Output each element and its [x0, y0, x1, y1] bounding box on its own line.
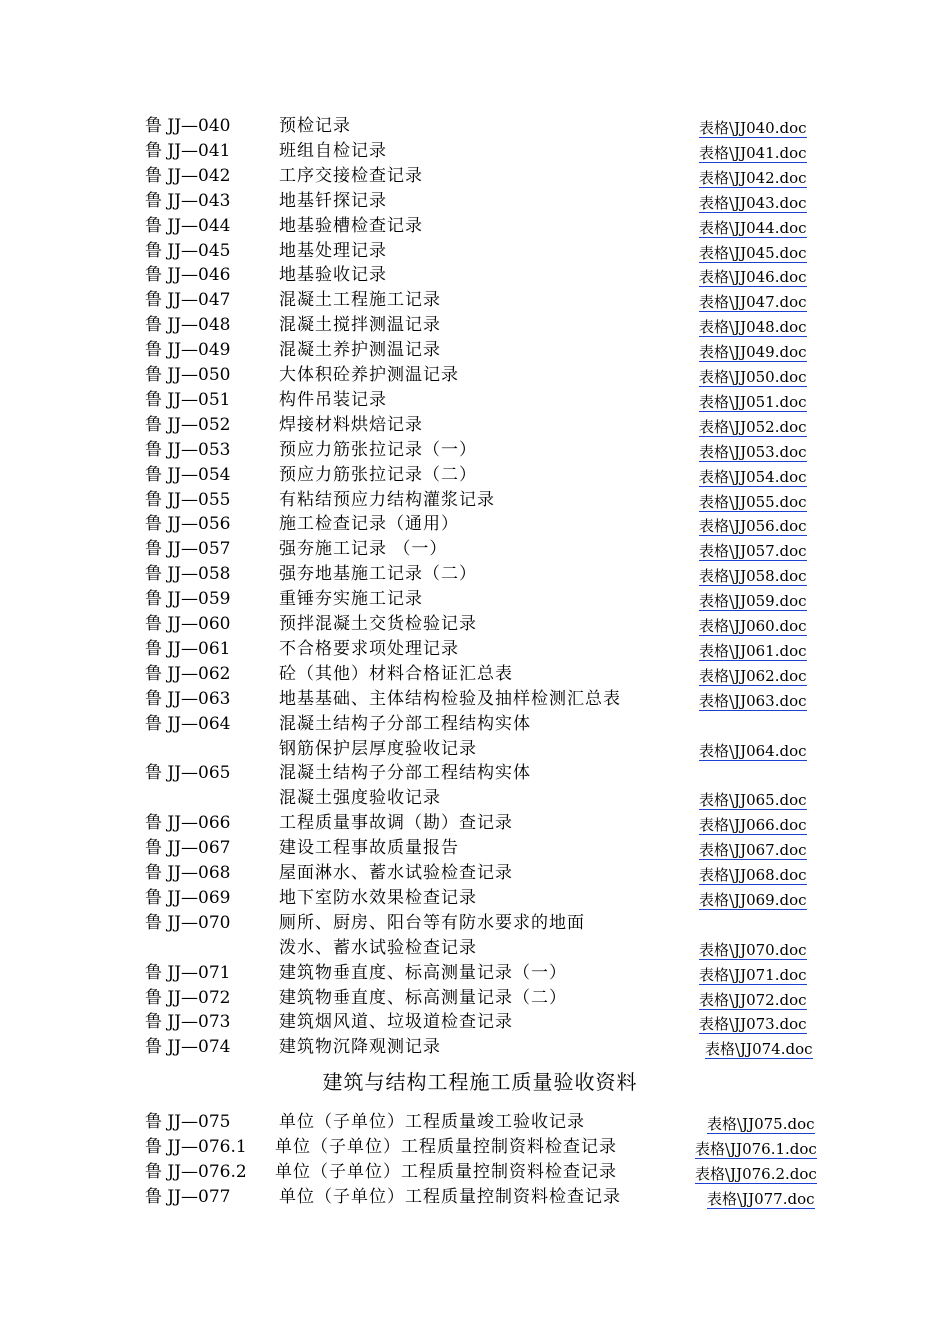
form-file-link[interactable]: 表格\JJ043.doc — [699, 193, 807, 212]
form-code: 鲁 JJ—046 — [145, 265, 231, 286]
list-item — [0, 688, 950, 712]
form-file-link[interactable]: 表格\JJ047.doc — [699, 293, 807, 312]
form-file-link[interactable]: 表格\JJ073.doc — [699, 1015, 807, 1034]
form-name: 混凝土搅拌测温记录 — [279, 315, 441, 336]
form-name: 预应力筋张拉记录（二） — [279, 464, 477, 485]
form-code: 鲁 JJ—047 — [145, 290, 231, 311]
form-name: 地基处理记录 — [279, 240, 387, 261]
list-item — [0, 1036, 950, 1060]
form-file-link[interactable]: 表格\JJ059.doc — [699, 592, 807, 611]
list-item — [0, 314, 950, 338]
form-code: 鲁 JJ—043 — [145, 190, 231, 211]
list-item — [0, 588, 950, 612]
form-file-link[interactable]: 表格\JJ046.doc — [699, 268, 807, 287]
section-title: 建筑与结构工程施工质量验收资料 — [322, 1070, 638, 1094]
form-file-link[interactable]: 表格\JJ056.doc — [699, 517, 807, 536]
list-item — [0, 912, 950, 936]
form-name: 地基验槽检查记录 — [279, 215, 423, 236]
list-item — [0, 464, 950, 488]
list-item — [0, 738, 950, 762]
form-file-link[interactable]: 表格\JJ074.doc — [705, 1040, 813, 1059]
form-file-link[interactable]: 表格\JJ077.doc — [707, 1190, 815, 1208]
list-item — [0, 837, 950, 861]
form-name: 工程质量事故调（勘）查记录 — [279, 813, 513, 834]
list-item — [0, 364, 950, 388]
form-name: 工序交接检查记录 — [279, 165, 423, 186]
form-name: 厕所、厨房、阳台等有防水要求的地面 — [279, 912, 585, 933]
form-name: 预检记录 — [279, 116, 351, 136]
form-code: 鲁 JJ—054 — [145, 464, 231, 485]
form-name: 大体积砼养护测温记录 — [279, 365, 459, 385]
list-item — [0, 713, 950, 737]
form-file-link[interactable]: 表格\JJ045.doc — [699, 243, 807, 262]
form-code: 鲁 JJ—068 — [145, 863, 231, 883]
list-item — [0, 762, 950, 786]
form-name: 构件吊装记录 — [279, 389, 387, 410]
form-file-link[interactable]: 表格\JJ065.doc — [699, 791, 807, 810]
form-file-link[interactable]: 表格\JJ057.doc — [699, 542, 807, 561]
list-item — [0, 215, 950, 239]
list-item — [0, 1136, 950, 1160]
form-code: 鲁 JJ—076.2 — [145, 1162, 247, 1182]
list-item — [0, 165, 950, 189]
form-name: 混凝土结构子分部工程结构实体 — [279, 713, 531, 734]
form-file-link[interactable]: 表格\JJ052.doc — [699, 417, 807, 436]
form-file-link[interactable]: 表格\JJ070.doc — [699, 940, 807, 959]
form-code: 鲁 JJ—040 — [145, 116, 231, 136]
form-file-link[interactable]: 表格\JJ054.doc — [699, 467, 807, 486]
form-code: 鲁 JJ—061 — [145, 638, 231, 659]
form-code: 鲁 JJ—045 — [145, 240, 231, 261]
form-code: 鲁 JJ—077 — [145, 1187, 231, 1207]
form-name: 单位（子单位）工程质量控制资料检查记录 — [275, 1162, 617, 1182]
form-code: 鲁 JJ—073 — [145, 1012, 231, 1033]
form-code: 鲁 JJ—051 — [145, 389, 231, 410]
form-code: 鲁 JJ—064 — [145, 713, 231, 734]
form-file-link[interactable]: 表格\JJ051.doc — [699, 392, 807, 411]
list-item — [0, 513, 950, 537]
form-name: 单位（子单位）工程质量控制资料检查记录 — [275, 1137, 617, 1157]
list-item — [0, 190, 950, 214]
form-file-link[interactable]: 表格\JJ040.doc — [699, 119, 807, 137]
form-name: 混凝土结构子分部工程结构实体 — [279, 763, 531, 784]
form-name: 屋面淋水、蓄水试验检查记录 — [279, 863, 513, 883]
form-file-link[interactable]: 表格\JJ076.1.doc — [695, 1140, 817, 1158]
list-item — [0, 414, 950, 438]
form-name: 建筑物垂直度、标高测量记录（一） — [279, 962, 567, 983]
form-file-link[interactable]: 表格\JJ072.doc — [699, 990, 807, 1009]
list-item — [0, 663, 950, 687]
form-name: 地基钎探记录 — [279, 190, 387, 211]
form-file-link[interactable]: 表格\JJ042.doc — [699, 168, 807, 187]
form-name: 预应力筋张拉记录（一） — [279, 439, 477, 460]
form-file-link[interactable]: 表格\JJ055.doc — [699, 492, 807, 511]
form-code: 鲁 JJ—059 — [145, 589, 231, 610]
form-name: 建设工程事故质量报告 — [279, 838, 459, 859]
form-name: 建筑物沉降观测记录 — [279, 1037, 441, 1058]
list-item — [0, 563, 950, 587]
list-item — [0, 115, 950, 139]
form-code: 鲁 JJ—065 — [145, 763, 231, 784]
form-name: 强夯施工记录 （一） — [279, 539, 448, 560]
form-file-link[interactable]: 表格\JJ067.doc — [699, 841, 807, 860]
form-code: 鲁 JJ—057 — [145, 539, 231, 560]
form-name: 单位（子单位）工程质量竣工验收记录 — [279, 1112, 585, 1132]
form-code: 鲁 JJ—044 — [145, 215, 231, 236]
list-item — [0, 289, 950, 313]
form-file-link[interactable]: 表格\JJ041.doc — [699, 143, 807, 162]
form-name: 强夯地基施工记录（二） — [279, 564, 477, 585]
form-code: 鲁 JJ—053 — [145, 439, 231, 460]
form-name: 单位（子单位）工程质量控制资料检查记录 — [279, 1187, 621, 1207]
form-name: 地基基础、主体结构检验及抽样检测汇总表 — [279, 688, 621, 709]
form-name: 施工检查记录（通用） — [279, 514, 459, 535]
form-code: 鲁 JJ—062 — [145, 663, 231, 684]
list-item — [0, 1011, 950, 1035]
form-code: 鲁 JJ—066 — [145, 813, 231, 834]
form-name: 混凝土养护测温记录 — [279, 340, 441, 361]
form-name: 地下室防水效果检查记录 — [279, 887, 477, 908]
form-name: 有粘结预应力结构灌浆记录 — [279, 489, 495, 510]
form-code: 鲁 JJ—048 — [145, 315, 231, 336]
list-item — [0, 887, 950, 911]
form-name: 混凝土工程施工记录 — [279, 290, 441, 311]
list-item — [0, 787, 950, 811]
list-item — [0, 1186, 950, 1210]
list-item — [0, 987, 950, 1011]
form-name: 钢筋保护层厚度验收记录 — [279, 738, 477, 759]
form-code: 鲁 JJ—042 — [145, 165, 231, 186]
form-file-link[interactable]: 表格\JJ060.doc — [699, 617, 807, 635]
form-file-link[interactable]: 表格\JJ064.doc — [699, 741, 807, 760]
list-item — [0, 613, 950, 637]
form-code: 鲁 JJ—055 — [145, 489, 231, 510]
list-item — [0, 937, 950, 961]
form-code: 鲁 JJ—074 — [145, 1037, 231, 1058]
form-code: 鲁 JJ—052 — [145, 414, 231, 435]
form-file-link[interactable]: 表格\JJ069.doc — [699, 890, 807, 909]
list-item — [0, 264, 950, 288]
form-name: 重锤夯实施工记录 — [279, 589, 423, 610]
list-item — [0, 1161, 950, 1185]
form-file-link[interactable]: 表格\JJ071.doc — [699, 965, 807, 984]
form-file-link[interactable]: 表格\JJ050.doc — [699, 368, 807, 386]
form-code: 鲁 JJ—076.1 — [145, 1137, 247, 1157]
form-name: 预拌混凝土交货检验记录 — [279, 614, 477, 634]
form-code: 鲁 JJ—070 — [145, 912, 231, 933]
list-item — [0, 489, 950, 513]
form-name: 混凝土强度验收记录 — [279, 788, 441, 809]
form-file-link[interactable]: 表格\JJ053.doc — [699, 442, 807, 461]
form-code: 鲁 JJ—067 — [145, 838, 231, 859]
form-name: 不合格要求项处理记录 — [279, 638, 459, 659]
form-code: 鲁 JJ—071 — [145, 962, 231, 983]
form-code: 鲁 JJ—060 — [145, 614, 231, 634]
form-name: 砼（其他）材料合格证汇总表 — [279, 663, 513, 684]
form-file-link[interactable]: 表格\JJ076.2.doc — [695, 1165, 817, 1183]
form-file-link[interactable]: 表格\JJ066.doc — [699, 816, 807, 835]
form-name: 建筑物垂直度、标高测量记录（二） — [279, 987, 567, 1008]
form-name: 班组自检记录 — [279, 140, 387, 161]
form-file-link[interactable]: 表格\JJ075.doc — [707, 1115, 815, 1133]
form-file-link[interactable]: 表格\JJ044.doc — [699, 218, 807, 237]
form-code: 鲁 JJ—075 — [145, 1112, 231, 1132]
form-file-link[interactable]: 表格\JJ049.doc — [699, 343, 807, 362]
form-file-link[interactable]: 表格\JJ061.doc — [699, 641, 807, 660]
form-code: 鲁 JJ—049 — [145, 340, 231, 361]
form-code: 鲁 JJ—056 — [145, 514, 231, 535]
form-code: 鲁 JJ—058 — [145, 564, 231, 585]
form-name: 泼水、蓄水试验检查记录 — [279, 937, 477, 958]
list-item — [0, 240, 950, 264]
form-file-link[interactable]: 表格\JJ058.doc — [699, 567, 807, 586]
form-code: 鲁 JJ—072 — [145, 987, 231, 1008]
list-item — [0, 862, 950, 886]
list-item — [0, 1111, 950, 1135]
list-item — [0, 812, 950, 836]
list-item — [0, 339, 950, 363]
form-code: 鲁 JJ—041 — [145, 140, 231, 161]
form-code: 鲁 JJ—069 — [145, 887, 231, 908]
section-heading — [0, 1069, 950, 1095]
list-item — [0, 439, 950, 463]
list-item — [0, 389, 950, 413]
form-file-link[interactable]: 表格\JJ062.doc — [699, 666, 807, 685]
form-name: 建筑烟风道、垃圾道检查记录 — [279, 1012, 513, 1033]
form-name: 焊接材料烘焙记录 — [279, 414, 423, 435]
list-item — [0, 538, 950, 562]
form-file-link[interactable]: 表格\JJ063.doc — [699, 691, 807, 710]
list-item — [0, 962, 950, 986]
form-file-link[interactable]: 表格\JJ068.doc — [699, 866, 807, 884]
form-name: 地基验收记录 — [279, 265, 387, 286]
list-item — [0, 638, 950, 662]
form-code: 鲁 JJ—050 — [145, 365, 231, 385]
form-code: 鲁 JJ—063 — [145, 688, 231, 709]
form-file-link[interactable]: 表格\JJ048.doc — [699, 318, 807, 337]
list-item — [0, 140, 950, 164]
